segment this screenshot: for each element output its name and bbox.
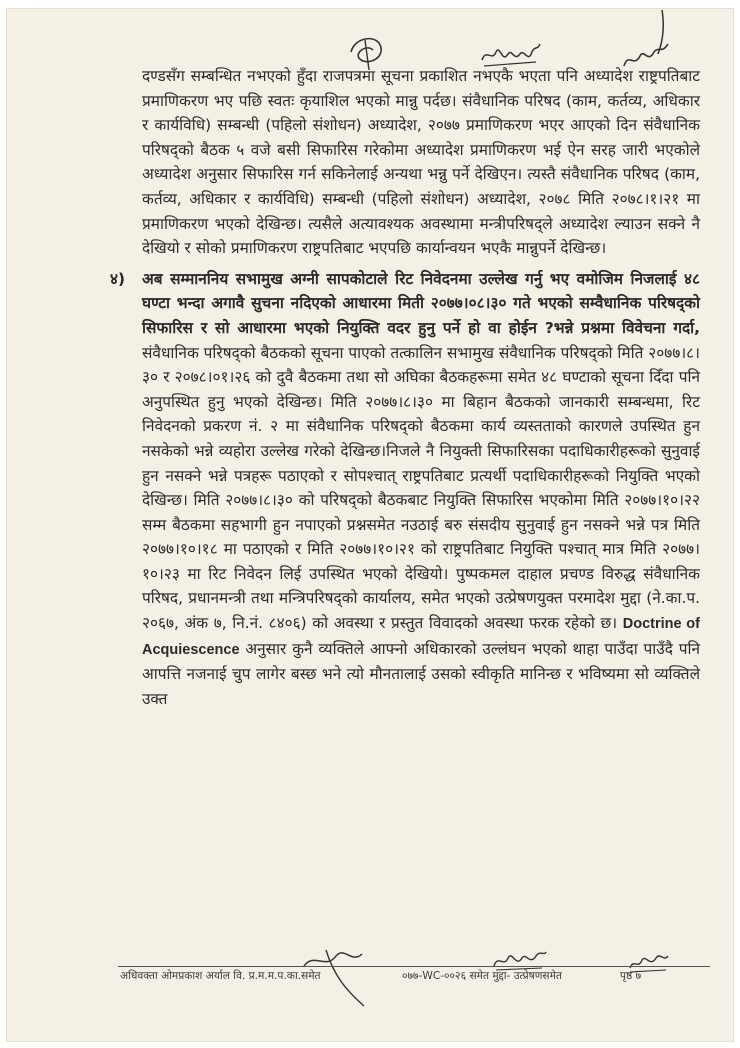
footer-page-number: पृष्ठ ७ (620, 970, 642, 982)
item-question: अब सम्माननिय सभामुख अग्नी सापकोटाले रिट निवेदनमा उल्लेख गर्नु भए वमोजिम निजलाई ४८ घण्टा भन्दा अगावै सुचना नदिएको आधारमा मिती २०७७।०८।३० गते भएको सम्वैधानिक परिषद्को सिफारिस र सो आधारमा भएको नियुक्ति वदर हुनु पर्ने हो वा होईन ?भन्ने प्रश्नमा विवेचना गर्दा, (142, 269, 700, 337)
doctrine-term: Doctrine of Acquiescence (142, 616, 700, 658)
footer-divider (118, 966, 710, 967)
item-discussion: संवैधानिक परिषद्को बैठकको सूचना पाएको तत्कालिन सभामुख संवैधानिक परिषद्को मिति २०७७।८।३० र २०७८।०१।२६ को दुवै बैठकमा तथा सो अघिका बैठकहरूमा समेत ४८ घण्टाको सूचना दिँदा पनि अनुपस्थित हुनु भएको देखिन्छ। मिति २०७७।८।३० मा बिहान बैठकको जानकारी सम्बन्धमा, रिट निवेदनको प्रकरण नं. २ मा संवैधानिक परिषद्को बैठकमा कार्य व्यस्तताको कारणले उपस्थित हुन नसकेको भन्ने व्यहोरा उल्लेख गरेको देखिन्छ।निजले नै नियुक्ती सिफारिसका पदाधिकारीहरूको सुनुवाई हुन नसक्ने भन्ने पत्रहरू पठाएको र सोपश्चात् राष्ट्रपतिबाट प्रत्यर्थी पदाधिकारीहरूको नियुक्ति भएको देखिन्छ। मिति २०७७।८।३० को परिषद्को बैठकबाट नियुक्ति सिफारिस भएकोमा मिति २०७७।१०।२२ सम्म बैठकमा सहभागी हुन नपाएको प्रश्नसमेत नउठाई बरु संसदीय सुनुवाई हुन नसक्ने भन्ने पत्र मिति २०७७।१०।१८ मा पठाएको र मिति २०७७।१०।२१ को राष्ट्रपतिबाट नियुक्ति पश्चात् मात्र मिति २०७७।१०।२३ मा रिट निवेदन लिई उपस्थित भएको देखियो। पुष्पकमल दाहाल प्रचण्ड विरुद्ध संवैधानिक परिषद, प्रधानमन्त्री तथा मन्त्रिपरिषद्को कार्यालय, समेत भएको उत्प्रेषणयुक्त परमादेश मुद्दा (ने.का.प. २०६७, अंक ७, नि.नं. ८४०६) को अवस्था र प्रस्तुत विवादको अवस्था फरक रहेको छ। (142, 343, 700, 633)
paragraph-1: दण्डसँग सम्बन्धित नभएको हुँदा राजपत्रमा सूचना प्रकाशित नभएकै भएता पनि अध्यादेश राष्ट्रपतिबाट प्रमाणिकरण भए पछि स्वतः कृयाशिल भएको मान्नु पर्दछ। संवैधानिक परिषद (काम, कर्तव्य, अधिकार र कार्यविधि) सम्बन्धी (पहिलो संशोधन) अध्यादेश, २०७७ प्रमाणिकरण भएर आएको दिन संवैधानिक परिषद्को बैठक ५ वजे बसी सिफारिस गरेकोमा अध्यादेश प्रमाणिकरण भई ऐन सरह जारी भएकोले अध्यादेश अनुसार सिफारिस गर्न सकिनेलाई अन्यथा भन्नु पर्ने देखिएन। त्यस्तै संवैधानिक परिषद (काम, कर्तव्य, अधिकार र कार्यविधि) सम्बन्धी (पहिलो संशोधन) अध्यादेश, २०७८ मिति २०७८।१।२१ मा प्रमाणिकरण भएको देखिन्छ। त्यसैले अत्यावश्यक अवस्थामा मन्त्रीपरिषद्ले अध्यादेश ल्याउन सक्ने नै देखियो र सोको प्रमाणिकरण राष्ट्रपतिबाट भएपछि कार्यान्वयन भएकै मान्नुपर्ने देखिन्छ। (142, 67, 700, 258)
footer-case-number: ०७७-WC-००२६ समेत मुद्दा- उत्प्रेषणसमेत (402, 970, 562, 982)
item-continuation: अनुसार कुनै व्यक्तिले आफ्नो अधिकारको उल्लंघन भएको थाहा पाउँदा पाउँदै पनि आपत्ति नजनाई चुप लागेर बस्छ भने त्यो मौनतालाई उसको स्वीकृति मानिन्छ र भविष्यमा सो व्यक्तिले उक्त (142, 639, 700, 708)
numbered-item-4 (110, 267, 700, 712)
item-number: ४) (110, 269, 126, 288)
document-body (110, 64, 700, 711)
footer-case-parties: अधिवक्ता ओमप्रकाश अर्याल वि. प्र.म.म.प.का.समेत (120, 970, 321, 982)
